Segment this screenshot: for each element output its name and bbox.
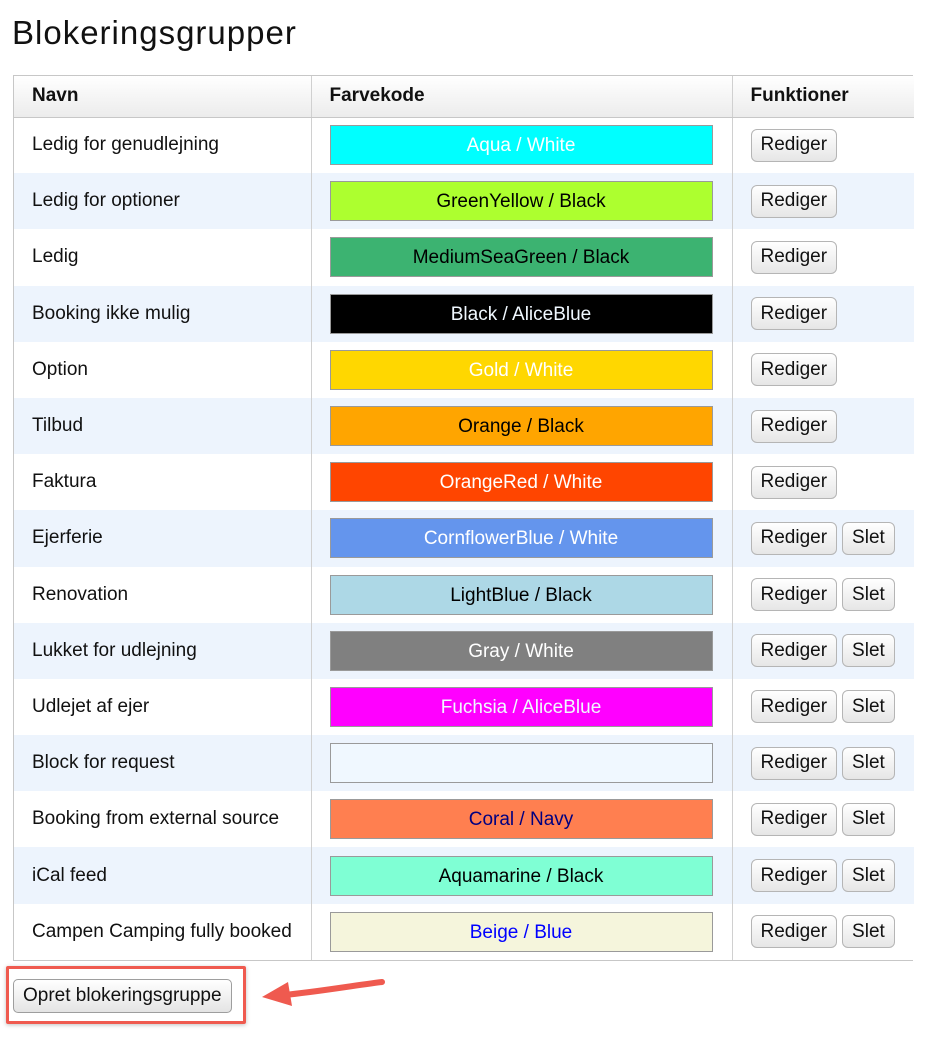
background-color-name: CornflowerBlue (423, 528, 554, 550)
color-swatch: Coral / Navy (330, 799, 713, 839)
color-swatch: MediumSeaGreen / Black (330, 237, 713, 277)
edit-button[interactable]: Rediger (751, 353, 838, 386)
text-color-name: Black (559, 191, 606, 213)
group-name-cell: Ledig for optioner (14, 173, 311, 229)
functions-cell (732, 229, 914, 285)
background-color-name: OrangeRed (439, 472, 538, 494)
background-color-name: Gold (468, 359, 509, 381)
delete-button[interactable]: Slet (842, 522, 895, 555)
text-color-name: AliceBlue (512, 303, 592, 325)
functions-cell (732, 454, 914, 510)
text-color-name: Black (582, 247, 630, 269)
color-swatch: Beige / Blue (330, 912, 713, 952)
edit-button[interactable]: Rediger (751, 915, 838, 948)
column-header-color: Farvekode (311, 76, 732, 117)
background-color-name: GreenYellow (436, 191, 544, 213)
group-name-cell: Ledig for genudlejning (14, 117, 311, 173)
table-row (14, 904, 914, 960)
functions-cell (732, 286, 914, 342)
color-swatch: OrangeRed / White (330, 462, 713, 502)
functions-cell (732, 173, 914, 229)
group-name-cell: Campen Camping fully booked (14, 904, 311, 960)
page-title: Blokeringsgrupper (12, 14, 297, 51)
text-color-name: White (569, 528, 619, 550)
group-name-cell: Booking from external source (14, 791, 311, 847)
edit-button[interactable]: Rediger (751, 803, 838, 836)
arrow-pointer-icon (258, 968, 388, 1018)
group-name-cell: Ledig (14, 229, 311, 285)
table-row (14, 623, 914, 679)
color-code-cell (311, 847, 732, 903)
edit-button[interactable]: Rediger (751, 859, 838, 892)
group-name-cell: Udlejet af ejer (14, 679, 311, 735)
table-row (14, 342, 914, 398)
background-color-name: Black (450, 303, 498, 325)
column-header-functions: Funktioner (732, 76, 914, 117)
text-color-name: Black (537, 416, 584, 438)
text-color-name: Navy (529, 809, 574, 831)
text-color-name: White (525, 640, 574, 662)
table-row (14, 735, 914, 791)
table-row (14, 229, 914, 285)
table-row (14, 117, 914, 173)
color-code-cell (311, 117, 732, 173)
table-row (14, 398, 914, 454)
color-swatch: Black / AliceBlue (330, 294, 713, 334)
group-name-cell: Booking ikke mulig (14, 286, 311, 342)
edit-button[interactable]: Rediger (751, 129, 838, 162)
text-color-name: White (553, 472, 603, 494)
delete-button[interactable]: Slet (842, 803, 895, 836)
table-row (14, 454, 914, 510)
delete-button[interactable]: Slet (842, 859, 895, 892)
color-code-cell (311, 398, 732, 454)
delete-button[interactable]: Slet (842, 915, 895, 948)
edit-button[interactable]: Rediger (751, 690, 838, 723)
color-swatch: Aquamarine / Black (330, 856, 713, 896)
background-color-name: Aqua (466, 135, 511, 157)
color-code-cell (311, 623, 732, 679)
background-color-name: MediumSeaGreen (412, 247, 567, 269)
color-code-cell (311, 229, 732, 285)
color-swatch: GreenYellow / Black (330, 181, 713, 221)
functions-cell (732, 398, 914, 454)
background-color-name: LightBlue (450, 584, 530, 606)
functions-cell (732, 679, 914, 735)
group-name-cell: Lukket for udlejning (14, 623, 311, 679)
color-code-cell (311, 679, 732, 735)
color-swatch: CornflowerBlue / White (330, 518, 713, 558)
functions-cell (732, 735, 914, 791)
table-header-row (14, 76, 914, 117)
table-row (14, 567, 914, 623)
color-code-cell (311, 342, 732, 398)
text-color-name: Black (545, 584, 592, 606)
group-name-cell: Tilbud (14, 398, 311, 454)
background-color-name: Aquamarine (438, 865, 542, 887)
table-row (14, 791, 914, 847)
functions-cell (732, 567, 914, 623)
text-color-name: White (524, 359, 574, 381)
table-row (14, 679, 914, 735)
color-swatch: Orange / Black (330, 406, 713, 446)
functions-cell (732, 510, 914, 566)
background-color-name: Gray (468, 640, 510, 662)
background-color-name: Fuchsia (440, 696, 508, 718)
group-name-cell: Ejerferie (14, 510, 311, 566)
edit-button[interactable]: Rediger (751, 578, 838, 611)
edit-button[interactable]: Rediger (751, 241, 838, 274)
color-code-cell (311, 735, 732, 791)
delete-button[interactable]: Slet (842, 578, 895, 611)
group-name-cell: Block for request (14, 735, 311, 791)
blocking-groups-table (13, 75, 913, 961)
text-color-name: White (526, 135, 576, 157)
edit-button[interactable]: Rediger (751, 297, 838, 330)
color-swatch: Gold / White (330, 350, 713, 390)
functions-cell (732, 117, 914, 173)
color-swatch: Gray / White (330, 631, 713, 671)
delete-button[interactable]: Slet (842, 747, 895, 780)
color-swatch: LightBlue / Black (330, 575, 713, 615)
delete-button[interactable]: Slet (842, 634, 895, 667)
functions-cell (732, 904, 914, 960)
color-code-cell (311, 286, 732, 342)
group-name-cell: iCal feed (14, 847, 311, 903)
edit-button[interactable]: Rediger (751, 522, 838, 555)
edit-button[interactable]: Rediger (751, 410, 838, 443)
color-swatch (330, 743, 713, 783)
functions-cell (732, 847, 914, 903)
functions-cell (732, 342, 914, 398)
color-code-cell (311, 510, 732, 566)
text-color-name: Blue (534, 921, 573, 943)
text-color-name: AliceBlue (522, 696, 602, 718)
color-swatch: Aqua / White (330, 125, 713, 165)
groups-table (14, 76, 914, 960)
column-header-name: Navn (14, 76, 311, 117)
group-name-cell: Faktura (14, 454, 311, 510)
color-code-cell (311, 454, 732, 510)
table-row (14, 510, 914, 566)
edit-button[interactable]: Rediger (751, 466, 838, 499)
background-color-name: Beige (469, 921, 519, 943)
table-row (14, 173, 914, 229)
edit-button[interactable]: Rediger (751, 747, 838, 780)
functions-cell (732, 623, 914, 679)
background-color-name: Coral (468, 809, 515, 831)
color-code-cell (311, 904, 732, 960)
background-color-name: Orange (458, 416, 522, 438)
group-name-cell: Option (14, 342, 311, 398)
color-code-cell (311, 567, 732, 623)
color-code-cell (311, 173, 732, 229)
create-blocking-group-button[interactable]: Opret blokeringsgruppe (13, 979, 232, 1013)
delete-button[interactable]: Slet (842, 690, 895, 723)
edit-button[interactable]: Rediger (751, 634, 838, 667)
color-swatch: Fuchsia / AliceBlue (330, 687, 713, 727)
functions-cell (732, 791, 914, 847)
table-row (14, 286, 914, 342)
table-row (14, 847, 914, 903)
color-code-cell (311, 791, 732, 847)
text-color-name: Black (556, 865, 604, 887)
group-name-cell: Renovation (14, 567, 311, 623)
edit-button[interactable]: Rediger (751, 185, 838, 218)
